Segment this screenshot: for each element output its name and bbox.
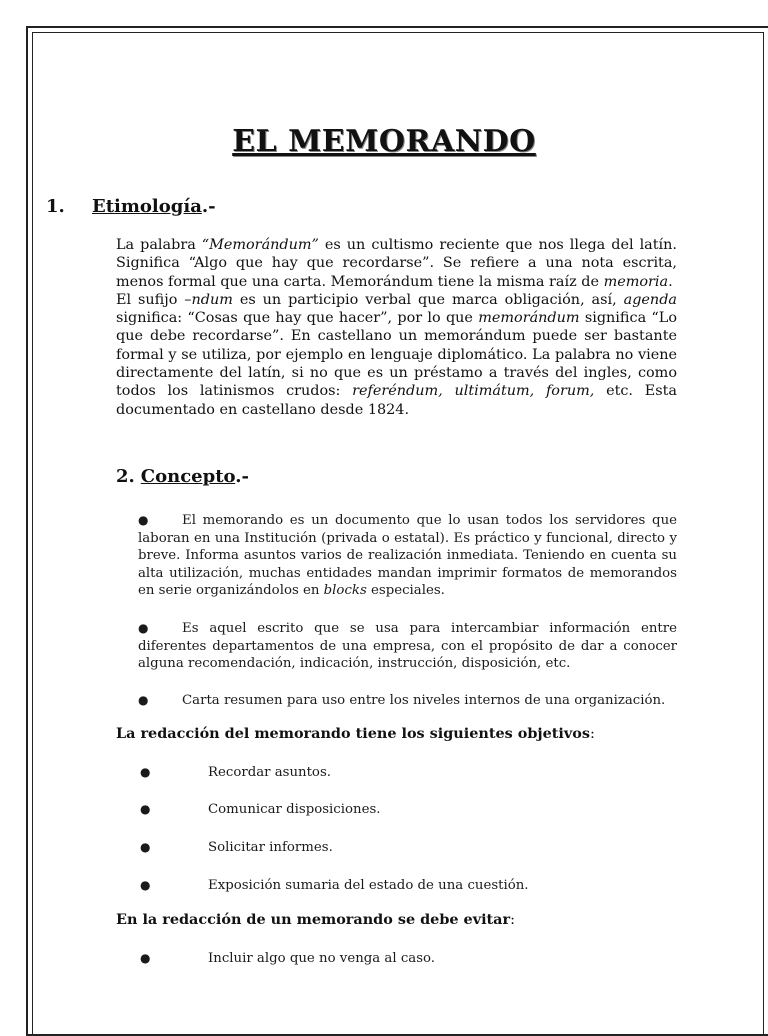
etimologia-paragraph <box>116 236 677 419</box>
emphasis-text: “Memorándum” <box>201 237 319 253</box>
document-title: EL MEMORANDO <box>232 124 536 159</box>
body-text: significa “Lo que debe recordarse”. En castellano un memorándum puede ser bastante formal y se utiliza, por ejemplo en lenguaje diplomático. La palabra no viene directamente del latín, si no que es un préstamo a través del ingles, como todos los latinismos crudos: <box>116 310 677 400</box>
bullet-icon: ● <box>138 621 149 635</box>
bullet-icon: ● <box>140 765 151 779</box>
objectives-lead: La redacción del memorando tiene los siguientes objetivos: <box>116 725 595 742</box>
section-1-title: Etimología <box>92 196 202 217</box>
bullet-icon: ● <box>138 693 149 707</box>
section-2-suffix: .- <box>235 466 249 487</box>
body-text: El sufijo – <box>116 291 192 308</box>
bullet-icon: ● <box>138 513 149 527</box>
body-text: es un participio verbal que marca obligación, así, <box>232 291 624 308</box>
concepto-bullet <box>138 620 677 673</box>
concepto-bullet <box>138 512 677 600</box>
section-1-number: 1. <box>46 196 65 217</box>
body-text: significa: “Cosas que hay que hacer”, por lo que <box>116 310 479 327</box>
emphasis-text: memoria <box>603 273 669 290</box>
body-text: es un cultismo reciente que nos llega del latín. Significa “Algo que hay que recordarse”. Se refiere a una nota escrita, menos formal que una carta. Memorándum tiene la misma raíz de <box>116 237 677 290</box>
body-text: Carta resumen para uso entre los niveles internos de una organización. <box>182 693 666 708</box>
emphasis-text: ndum <box>191 291 233 308</box>
section-2-heading <box>116 466 249 487</box>
bullet-icon: ● <box>140 840 151 854</box>
emphasis-text: blocks <box>323 583 367 599</box>
body-text: El memorando es un documento que lo usan todos los servidores que laboran en una Institución (privada o estatal). Es práctico y funcional, directo y breve. Informa asuntos varios de realización inmediata. Teniendo en cuenta su alta utilización, muchas entidades mandan imprimir formatos de memorandos en serie organizándolos en <box>138 513 677 599</box>
emphasis-text: referéndum, ultimátum, forum, <box>352 383 595 400</box>
bullet-icon: ● <box>140 802 151 816</box>
section-2-number: 2. <box>116 466 135 487</box>
bullet-icon: ● <box>140 878 151 892</box>
body-text: Es aquel escrito que se usa para intercambiar información entre diferentes departamentos de una empresa, con el propósito de dar a conocer alguna recomendación, indicación, instrucción, disposición, etc. <box>138 621 677 672</box>
body-text: . <box>668 273 673 290</box>
section-2-title: Concepto <box>140 466 236 487</box>
body-text: etc. Esta documentado en castellano desde 1824. <box>116 383 677 418</box>
bullet-icon: ● <box>140 951 151 965</box>
emphasis-text: memorándum <box>478 310 580 327</box>
body-text: La palabra <box>116 237 202 253</box>
emphasis-text: agenda <box>623 291 677 308</box>
avoid-lead: En la redacción de un memorando se debe evitar: <box>116 911 515 928</box>
section-1-suffix: .- <box>201 196 216 217</box>
body-text: especiales. <box>366 583 445 599</box>
concepto-bullet <box>138 692 677 710</box>
